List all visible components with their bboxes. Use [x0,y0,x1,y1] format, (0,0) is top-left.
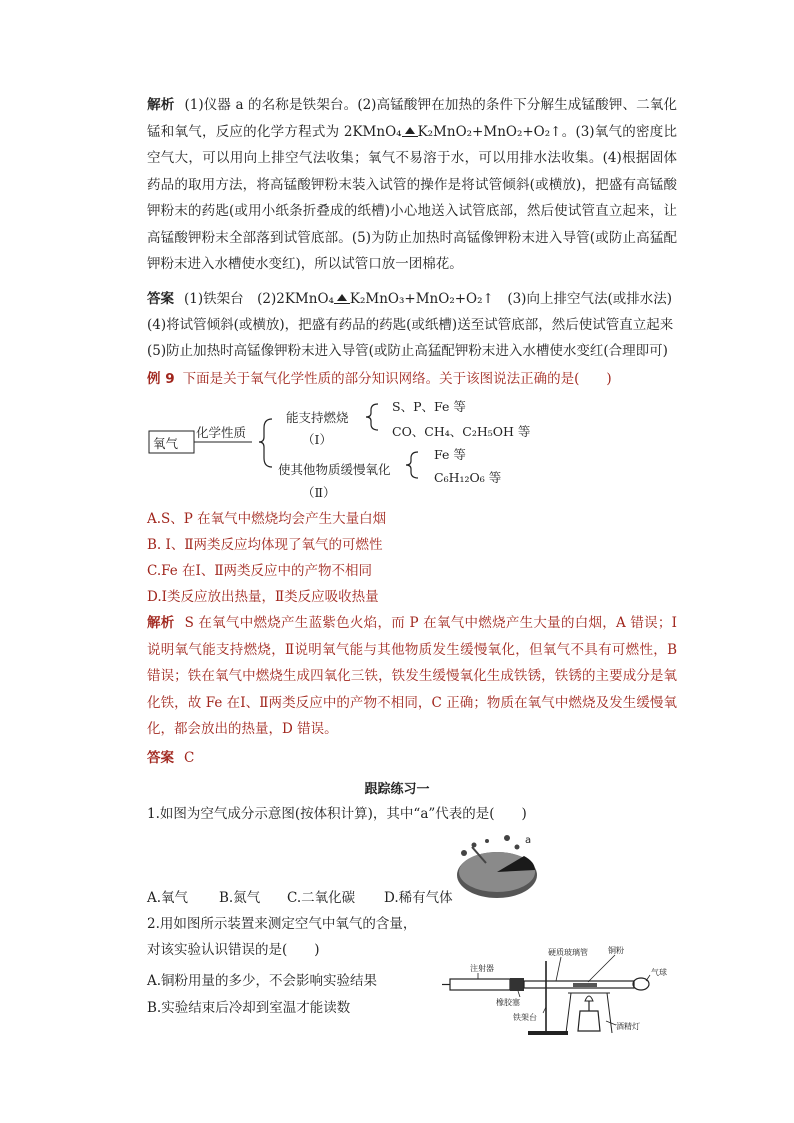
option-a: A.S、P 在氧气中燃烧均会产生大量白烟 [147,511,387,527]
label-glass-tube: 硬质玻璃管 [548,948,588,957]
section-title: 跟踪练习一 [364,782,430,797]
chemical-property-node: 化学性质 [196,425,247,440]
combustion-number: （Ⅰ） [302,432,332,447]
answer-text-1a: (1)铁架台 (2)2KMnO₄ [184,291,334,307]
answer-line-3: (5)防止加热时高锰像钾粉末进入导管(或防止高猛配钾粉末进入水槽使水变红(合理即可) [147,343,668,359]
answer-line-2: (4)将试管倾斜(或横放)，把盛有药品的药匙(或纸槽)送至试管底部，然后使试管直立起来 [147,317,674,333]
option-b: B. Ⅰ、Ⅱ两类反应均体现了氧气的可燃性 [147,537,383,553]
question-1: 1.如图为空气成分示意图(按体积计算)，其中“a”代表的是( ) [147,806,527,822]
answer-9 [147,748,194,768]
example-label: 例 9 [147,371,175,387]
answer-9-value: C [184,750,195,766]
label-stand: 铁架台 [513,1013,537,1022]
brace-upper [366,404,378,430]
label-syringe: 注射器 [470,964,494,973]
q1-option-a: A.氧气 [147,890,189,906]
analysis-paragraph-9 [147,610,677,743]
brace-main [259,419,272,467]
pie-label-a: a [525,835,532,846]
q1-option-d: D.稀有气体 [384,890,453,906]
analysis-9-text: S 在氧气中燃烧产生蓝紫色火焰，而 P 在氧气中燃烧产生大量的白烟，A 错误；Ⅰ说明氧气能支持燃烧，Ⅱ说明氧气能与其他物质发生缓慢氧化，但氧气不具有可燃性，B 错误；铁在氧气中燃烧生成四氧化三铁，铁发生缓慢氧化生成铁锈，铁锈的主要成分是氧化铁，故 Fe 在Ⅰ、Ⅱ两类反应中的产物不相同，C 正确；物质在氧气中燃烧及发生缓慢氧化，都会放出的热量，D 错误。 [147,615,678,737]
label-balloon: 气球 [651,968,667,977]
answer-text-1b: K₂MnO₃+MnO₂+O₂↑ (3)向上排空气法(或排水法) [349,291,672,307]
combustion-item-2: CO、CH₄、C₂H₅OH 等 [392,424,531,439]
option-d: D.Ⅰ类反应放出热量，Ⅱ类反应吸收热量 [147,589,379,605]
slow-oxidation-node: 使其他物质缓慢氧化 [278,462,391,477]
q1-option-b: B.氮气 [219,890,261,906]
q2-option-b: B.实验结束后冷却到室温才能读数 [147,1000,351,1016]
label-stopper: 橡胶塞 [496,998,520,1007]
answer-label: 答案 [147,750,174,766]
brace-lower [406,452,418,478]
combustion-item-1: S、P、Fe 等 [392,399,466,414]
q2-option-a: A.铜粉用量的多少，不会影响实验结果 [147,973,378,989]
slow-oxidation-item-1: Fe 等 [434,447,466,462]
combustion-node: 能支持燃烧 [286,410,349,425]
analysis-text-part2: K₂MnO₂+MnO₂+O₂↑。(3)氧气的密度比空气大，可以用向上排空气法收集；氧气不易溶于水，可以用排水法收集。(4)根据固体药品的取用方法，将高锰酸钾粉末装入试管的操作是将试管倾斜(或横放)，把盛有高锰酸钾粉末的药匙(或用小纸条折叠成的纸槽)小心地送入试管底部，然后使试管直立起来，让高锰酸钾粉末全部落到试管底部。(5)为防止加热时高锰像钾粉末进入导管(或防止高猛配钾粉末进入水槽使水变红)，所以试管口放一团棉花。 [147,123,678,272]
question-2-line-1: 2.用如图所示装置来测定空气中氧气的含量， [147,916,417,932]
label-lamp: 酒精灯 [616,1022,640,1031]
analysis-label: 解析 [147,615,175,631]
label-copper: 铜粉 [608,946,624,955]
slow-oxidation-number: （Ⅱ） [302,485,336,500]
question-2-line-2: 对该实验认识错误的是( ) [147,942,320,958]
analysis-label: 解析 [147,97,175,113]
slow-oxidation-item-2: C₆H₁₂O₆ 等 [434,470,502,485]
example-question-text: 下面是关于氧气化学性质的部分知识网络。关于该图说法正确的是( ) [182,371,612,387]
analysis-text-part1: (1)仪器 a 的名称是铁架台。(2)高锰酸钾在加热的条件下分解生成锰酸钾、二氧化锰和氧气，反应的化学方程式为 2KMnO₄ [147,97,677,140]
apparatus-figure [448,945,688,1040]
oxygen-node: 氧气 [153,436,179,451]
answer-label: 答案 [147,291,174,307]
air-composition-pie-figure [452,833,542,903]
option-c: C.Fe 在Ⅰ、Ⅱ两类反应中的产物不相同 [147,563,373,579]
q1-option-c: C.二氧化碳 [287,890,356,906]
